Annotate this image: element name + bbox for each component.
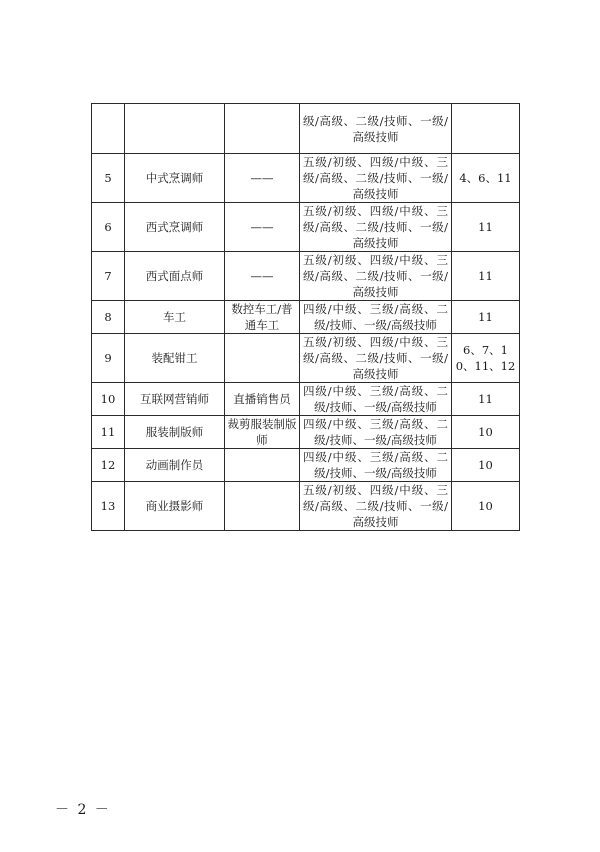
row-number: 11 bbox=[92, 416, 125, 449]
occupation-table bbox=[91, 103, 520, 531]
table-row bbox=[92, 482, 520, 531]
occupation-name: 互联网营销师 bbox=[125, 383, 225, 416]
sub-occupation: 裁剪服装制版师 bbox=[225, 416, 300, 449]
skill-levels: 四级/中级、三级/高级、二级/技师、一级/高级技师 bbox=[300, 449, 452, 482]
sub-occupation bbox=[225, 104, 300, 154]
reference-numbers: 10 bbox=[452, 482, 520, 531]
skill-levels: 五级/初级、四级/中级、三级/高级、二级/技师、一级/高级技师 bbox=[300, 334, 452, 383]
row-number: 5 bbox=[92, 154, 125, 203]
skill-levels: 五级/初级、四级/中级、三级/高级、二级/技师、一级/高级技师 bbox=[300, 482, 452, 531]
row-number: 6 bbox=[92, 203, 125, 252]
page-number: － 2 － bbox=[55, 802, 111, 818]
table-row bbox=[92, 416, 520, 449]
skill-levels: 五级/初级、四级/中级、三级/高级、二级/技师、一级/高级技师 bbox=[300, 252, 452, 301]
row-number: 8 bbox=[92, 301, 125, 334]
sub-occupation: —— bbox=[225, 203, 300, 252]
row-number: 9 bbox=[92, 334, 125, 383]
skill-levels: 五级/初级、四级/中级、三级/高级、二级/技师、一级/高级技师 bbox=[300, 203, 452, 252]
row-number: 10 bbox=[92, 383, 125, 416]
reference-numbers: 11 bbox=[452, 203, 520, 252]
skill-levels: 四级/中级、三级/高级、二级/技师、一级/高级技师 bbox=[300, 383, 452, 416]
reference-numbers: 11 bbox=[452, 301, 520, 334]
sub-occupation bbox=[225, 482, 300, 531]
reference-numbers: 10 bbox=[452, 416, 520, 449]
table-row bbox=[92, 203, 520, 252]
row-number: 12 bbox=[92, 449, 125, 482]
table-row bbox=[92, 154, 520, 203]
occupation-name: 动画制作员 bbox=[125, 449, 225, 482]
reference-numbers: 6、7、10、11、12 bbox=[452, 334, 520, 383]
occupation-name: 车工 bbox=[125, 301, 225, 334]
sub-occupation: 直播销售员 bbox=[225, 383, 300, 416]
skill-levels: 级/高级、二级/技师、一级/高级技师 bbox=[300, 104, 452, 154]
reference-numbers: 11 bbox=[452, 383, 520, 416]
sub-occupation bbox=[225, 334, 300, 383]
occupation-name: 西式烹调师 bbox=[125, 203, 225, 252]
occupation-name: 服装制版师 bbox=[125, 416, 225, 449]
table-row bbox=[92, 334, 520, 383]
occupation-name: 中式烹调师 bbox=[125, 154, 225, 203]
sub-occupation: 数控车工/普通车工 bbox=[225, 301, 300, 334]
reference-numbers bbox=[452, 104, 520, 154]
table-row bbox=[92, 301, 520, 334]
sub-occupation: —— bbox=[225, 154, 300, 203]
row-number: 13 bbox=[92, 482, 125, 531]
row-number: 7 bbox=[92, 252, 125, 301]
table-row bbox=[92, 449, 520, 482]
reference-numbers: 4、6、11 bbox=[452, 154, 520, 203]
sub-occupation: —— bbox=[225, 252, 300, 301]
occupation-name: 装配钳工 bbox=[125, 334, 225, 383]
occupation-name bbox=[125, 104, 225, 154]
occupation-name: 商业摄影师 bbox=[125, 482, 225, 531]
skill-levels: 五级/初级、四级/中级、三级/高级、二级/技师、一级/高级技师 bbox=[300, 154, 452, 203]
reference-numbers: 11 bbox=[452, 252, 520, 301]
table-row bbox=[92, 104, 520, 154]
occupation-name: 西式面点师 bbox=[125, 252, 225, 301]
skill-levels: 四级/中级、三级/高级、二级/技师、一级/高级技师 bbox=[300, 416, 452, 449]
reference-numbers: 10 bbox=[452, 449, 520, 482]
sub-occupation bbox=[225, 449, 300, 482]
skill-levels: 四级/中级、三级/高级、二级/技师、一级/高级技师 bbox=[300, 301, 452, 334]
row-number bbox=[92, 104, 125, 154]
table-row bbox=[92, 383, 520, 416]
table-row bbox=[92, 252, 520, 301]
